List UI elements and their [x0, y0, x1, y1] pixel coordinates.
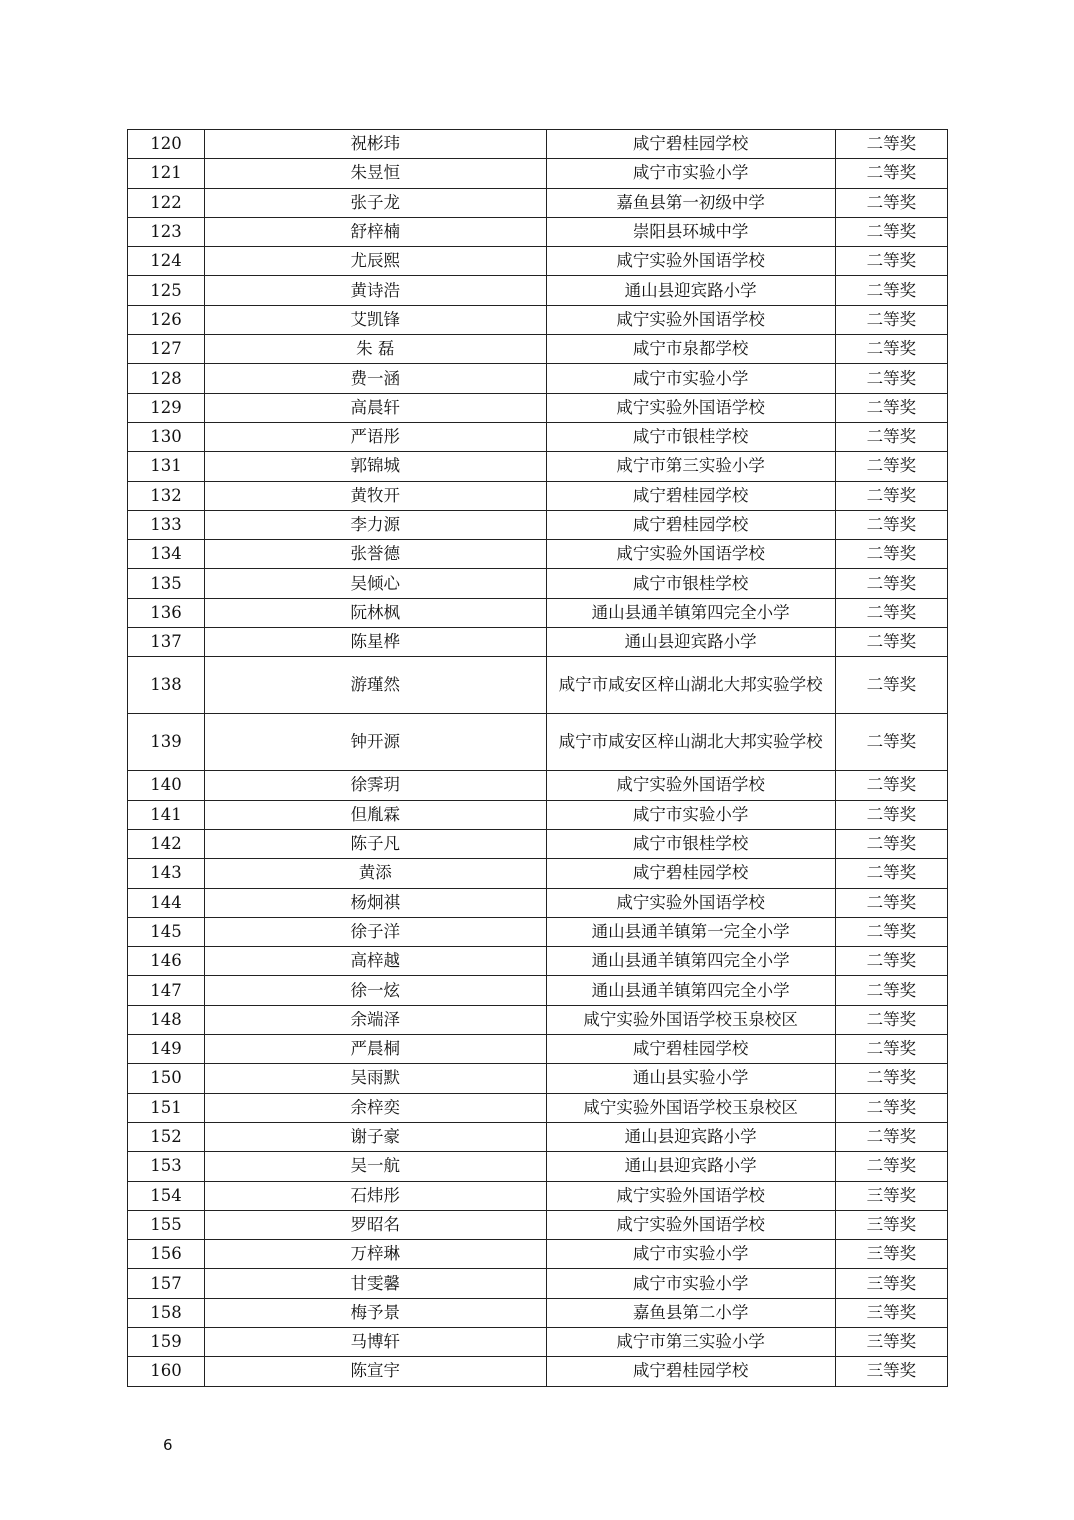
- cell-number: 147: [128, 976, 205, 1005]
- cell-name: 张誉德: [205, 540, 546, 569]
- cell-award: 二等奖: [835, 1035, 947, 1064]
- cell-number: 143: [128, 859, 205, 888]
- cell-number: 142: [128, 829, 205, 858]
- cell-school: 咸宁市实验小学: [546, 159, 835, 188]
- cell-name: 舒梓楠: [205, 217, 546, 246]
- cell-school: 咸宁碧桂园学校: [546, 859, 835, 888]
- cell-school: 通山县通羊镇第四完全小学: [546, 976, 835, 1005]
- cell-award: 二等奖: [835, 1122, 947, 1151]
- cell-name: 马博轩: [205, 1327, 546, 1356]
- table-row: [128, 510, 948, 539]
- cell-award: 二等奖: [835, 364, 947, 393]
- cell-name: 余梓奕: [205, 1093, 546, 1122]
- table-row: [128, 976, 948, 1005]
- table-row: [128, 422, 948, 451]
- cell-school: 咸宁碧桂园学校: [546, 130, 835, 159]
- table-row: [128, 859, 948, 888]
- table-row: [128, 598, 948, 627]
- cell-number: 154: [128, 1181, 205, 1210]
- table-row: [128, 1357, 948, 1386]
- cell-number: 138: [128, 657, 205, 714]
- cell-number: 122: [128, 188, 205, 217]
- cell-award: 二等奖: [835, 305, 947, 334]
- cell-award: 三等奖: [835, 1210, 947, 1239]
- table-row: [128, 130, 948, 159]
- cell-name: 万梓琳: [205, 1240, 546, 1269]
- cell-award: 二等奖: [835, 888, 947, 917]
- cell-number: 144: [128, 888, 205, 917]
- cell-number: 140: [128, 771, 205, 800]
- cell-award: 二等奖: [835, 188, 947, 217]
- cell-name: 费一涵: [205, 364, 546, 393]
- cell-award: 二等奖: [835, 859, 947, 888]
- award-table-body: [128, 130, 948, 1387]
- cell-award: 二等奖: [835, 800, 947, 829]
- table-row: [128, 1327, 948, 1356]
- cell-name: 杨炯祺: [205, 888, 546, 917]
- cell-number: 137: [128, 628, 205, 657]
- cell-number: 125: [128, 276, 205, 305]
- cell-name: 梅予景: [205, 1298, 546, 1327]
- table-row: [128, 947, 948, 976]
- cell-school: 嘉鱼县第一初级中学: [546, 188, 835, 217]
- cell-school: 咸宁市第三实验小学: [546, 452, 835, 481]
- cell-school: 咸宁实验外国语学校: [546, 540, 835, 569]
- table-row: [128, 1298, 948, 1327]
- cell-school: 咸宁市泉都学校: [546, 335, 835, 364]
- cell-number: 131: [128, 452, 205, 481]
- cell-name: 严晨桐: [205, 1035, 546, 1064]
- cell-school: 咸宁实验外国语学校: [546, 247, 835, 276]
- cell-award: 三等奖: [835, 1298, 947, 1327]
- cell-name: 严语彤: [205, 422, 546, 451]
- cell-school: 咸宁市咸安区梓山湖北大邦实验学校: [546, 657, 835, 714]
- cell-school: 咸宁碧桂园学校: [546, 1357, 835, 1386]
- cell-number: 157: [128, 1269, 205, 1298]
- cell-award: 二等奖: [835, 569, 947, 598]
- cell-school: 咸宁碧桂园学校: [546, 481, 835, 510]
- cell-award: 三等奖: [835, 1269, 947, 1298]
- table-row: [128, 888, 948, 917]
- cell-number: 152: [128, 1122, 205, 1151]
- cell-name: 李力源: [205, 510, 546, 539]
- cell-school: 咸宁市咸安区梓山湖北大邦实验学校: [546, 714, 835, 771]
- cell-name: 余端泽: [205, 1005, 546, 1034]
- table-row: [128, 829, 948, 858]
- cell-award: 二等奖: [835, 947, 947, 976]
- cell-award: 二等奖: [835, 540, 947, 569]
- cell-number: 158: [128, 1298, 205, 1327]
- table-row: [128, 188, 948, 217]
- table-row: [128, 1064, 948, 1093]
- table-row: [128, 714, 948, 771]
- cell-name: 高梓越: [205, 947, 546, 976]
- cell-school: 咸宁实验外国语学校: [546, 1210, 835, 1239]
- cell-number: 127: [128, 335, 205, 364]
- cell-award: 二等奖: [835, 598, 947, 627]
- table-row: [128, 393, 948, 422]
- cell-award: 二等奖: [835, 481, 947, 510]
- cell-award: 二等奖: [835, 976, 947, 1005]
- table-row: [128, 335, 948, 364]
- table-row: [128, 1152, 948, 1181]
- cell-school: 咸宁实验外国语学校玉泉校区: [546, 1005, 835, 1034]
- cell-number: 156: [128, 1240, 205, 1269]
- cell-school: 咸宁实验外国语学校: [546, 1181, 835, 1210]
- cell-name: 徐子洋: [205, 917, 546, 946]
- table-row: [128, 540, 948, 569]
- table-row: [128, 276, 948, 305]
- table-row: [128, 800, 948, 829]
- cell-name: 谢子豪: [205, 1122, 546, 1151]
- cell-award: 二等奖: [835, 917, 947, 946]
- cell-number: 124: [128, 247, 205, 276]
- cell-name: 游瑾然: [205, 657, 546, 714]
- cell-name: 陈星桦: [205, 628, 546, 657]
- cell-number: 130: [128, 422, 205, 451]
- cell-number: 145: [128, 917, 205, 946]
- award-table: [127, 129, 948, 1387]
- cell-name: 罗昭名: [205, 1210, 546, 1239]
- cell-name: 黄牧开: [205, 481, 546, 510]
- table-row: [128, 657, 948, 714]
- cell-award: 二等奖: [835, 130, 947, 159]
- cell-school: 通山县通羊镇第四完全小学: [546, 598, 835, 627]
- cell-award: 三等奖: [835, 1357, 947, 1386]
- cell-number: 128: [128, 364, 205, 393]
- cell-award: 二等奖: [835, 1005, 947, 1034]
- cell-number: 149: [128, 1035, 205, 1064]
- cell-number: 134: [128, 540, 205, 569]
- cell-school: 咸宁实验外国语学校: [546, 888, 835, 917]
- table-row: [128, 364, 948, 393]
- cell-award: 三等奖: [835, 1181, 947, 1210]
- table-row: [128, 628, 948, 657]
- cell-number: 160: [128, 1357, 205, 1386]
- cell-name: 黄诗浩: [205, 276, 546, 305]
- cell-school: 通山县通羊镇第一完全小学: [546, 917, 835, 946]
- cell-number: 120: [128, 130, 205, 159]
- table-row: [128, 1240, 948, 1269]
- cell-school: 咸宁碧桂园学校: [546, 510, 835, 539]
- cell-school: 咸宁市银桂学校: [546, 829, 835, 858]
- cell-number: 136: [128, 598, 205, 627]
- cell-name: 陈宣宇: [205, 1357, 546, 1386]
- table-row: [128, 247, 948, 276]
- table-row: [128, 1269, 948, 1298]
- cell-school: 咸宁碧桂园学校: [546, 1035, 835, 1064]
- cell-name: 阮林枫: [205, 598, 546, 627]
- cell-award: 二等奖: [835, 771, 947, 800]
- cell-name: 吴一航: [205, 1152, 546, 1181]
- cell-name: 陈子凡: [205, 829, 546, 858]
- cell-school: 咸宁市银桂学校: [546, 422, 835, 451]
- cell-award: 二等奖: [835, 657, 947, 714]
- cell-school: 崇阳县环城中学: [546, 217, 835, 246]
- cell-number: 121: [128, 159, 205, 188]
- cell-name: 张子龙: [205, 188, 546, 217]
- cell-school: 通山县通羊镇第四完全小学: [546, 947, 835, 976]
- cell-award: 二等奖: [835, 714, 947, 771]
- cell-award: 二等奖: [835, 422, 947, 451]
- cell-number: 129: [128, 393, 205, 422]
- cell-number: 132: [128, 481, 205, 510]
- cell-number: 148: [128, 1005, 205, 1034]
- cell-award: 二等奖: [835, 393, 947, 422]
- table-row: [128, 1005, 948, 1034]
- cell-number: 159: [128, 1327, 205, 1356]
- cell-name: 但胤霖: [205, 800, 546, 829]
- table-row: [128, 305, 948, 334]
- table-row: [128, 1122, 948, 1151]
- cell-name: 尤辰熙: [205, 247, 546, 276]
- cell-number: 146: [128, 947, 205, 976]
- cell-name: 郭锦城: [205, 452, 546, 481]
- cell-name: 高晨轩: [205, 393, 546, 422]
- cell-number: 141: [128, 800, 205, 829]
- cell-school: 咸宁实验外国语学校玉泉校区: [546, 1093, 835, 1122]
- cell-name: 徐霁玥: [205, 771, 546, 800]
- cell-school: 咸宁市实验小学: [546, 1240, 835, 1269]
- cell-award: 二等奖: [835, 452, 947, 481]
- cell-school: 通山县迎宾路小学: [546, 628, 835, 657]
- cell-number: 139: [128, 714, 205, 771]
- page-number: 6: [163, 1436, 173, 1454]
- cell-number: 153: [128, 1152, 205, 1181]
- cell-school: 通山县迎宾路小学: [546, 1122, 835, 1151]
- cell-name: 钟开源: [205, 714, 546, 771]
- cell-school: 咸宁市实验小学: [546, 800, 835, 829]
- cell-award: 二等奖: [835, 510, 947, 539]
- cell-number: 126: [128, 305, 205, 334]
- cell-award: 三等奖: [835, 1327, 947, 1356]
- cell-school: 咸宁市第三实验小学: [546, 1327, 835, 1356]
- table-row: [128, 1093, 948, 1122]
- table-row: [128, 217, 948, 246]
- cell-name: 艾凯锋: [205, 305, 546, 334]
- cell-name: 吴雨默: [205, 1064, 546, 1093]
- cell-award: 三等奖: [835, 1240, 947, 1269]
- cell-name: 石炜彤: [205, 1181, 546, 1210]
- cell-award: 二等奖: [835, 276, 947, 305]
- cell-name: 徐一炫: [205, 976, 546, 1005]
- table-row: [128, 1035, 948, 1064]
- cell-award: 二等奖: [835, 335, 947, 364]
- cell-number: 155: [128, 1210, 205, 1239]
- cell-name: 朱 磊: [205, 335, 546, 364]
- cell-award: 二等奖: [835, 159, 947, 188]
- cell-award: 二等奖: [835, 628, 947, 657]
- cell-school: 通山县迎宾路小学: [546, 1152, 835, 1181]
- cell-school: 通山县实验小学: [546, 1064, 835, 1093]
- cell-school: 咸宁实验外国语学校: [546, 305, 835, 334]
- cell-award: 二等奖: [835, 1064, 947, 1093]
- table-row: [128, 481, 948, 510]
- table-row: [128, 159, 948, 188]
- table-row: [128, 1210, 948, 1239]
- cell-school: 通山县迎宾路小学: [546, 276, 835, 305]
- cell-number: 133: [128, 510, 205, 539]
- cell-school: 咸宁市实验小学: [546, 1269, 835, 1298]
- cell-school: 嘉鱼县第二小学: [546, 1298, 835, 1327]
- table-row: [128, 771, 948, 800]
- cell-name: 甘雯馨: [205, 1269, 546, 1298]
- table-row: [128, 1181, 948, 1210]
- cell-number: 150: [128, 1064, 205, 1093]
- cell-school: 咸宁实验外国语学校: [546, 393, 835, 422]
- cell-name: 祝彬玮: [205, 130, 546, 159]
- cell-award: 二等奖: [835, 1152, 947, 1181]
- cell-name: 吴倾心: [205, 569, 546, 598]
- cell-number: 151: [128, 1093, 205, 1122]
- cell-award: 二等奖: [835, 217, 947, 246]
- table-row: [128, 452, 948, 481]
- table-row: [128, 917, 948, 946]
- cell-number: 123: [128, 217, 205, 246]
- cell-school: 咸宁实验外国语学校: [546, 771, 835, 800]
- cell-school: 咸宁市实验小学: [546, 364, 835, 393]
- cell-name: 黄添: [205, 859, 546, 888]
- cell-award: 二等奖: [835, 247, 947, 276]
- cell-award: 二等奖: [835, 829, 947, 858]
- cell-award: 二等奖: [835, 1093, 947, 1122]
- cell-school: 咸宁市银桂学校: [546, 569, 835, 598]
- cell-name: 朱昱恒: [205, 159, 546, 188]
- cell-number: 135: [128, 569, 205, 598]
- table-row: [128, 569, 948, 598]
